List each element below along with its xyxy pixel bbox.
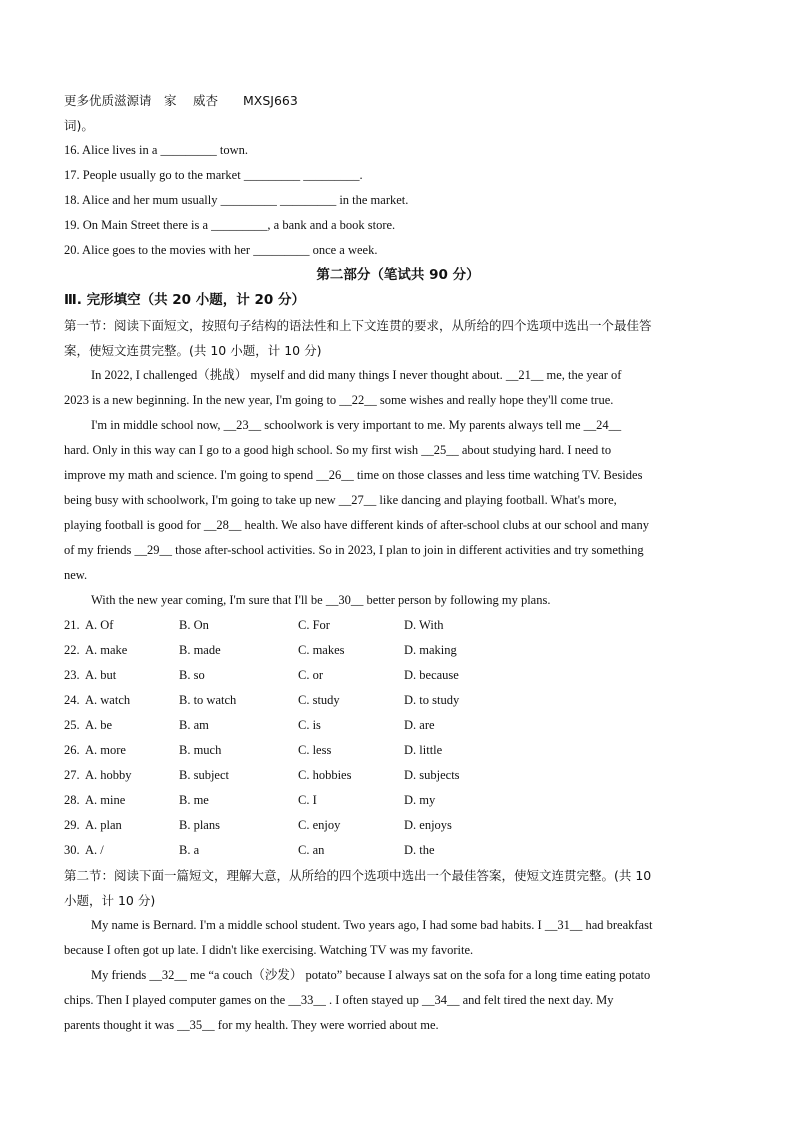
option-b: B. subject bbox=[179, 768, 229, 782]
option-d: D. With bbox=[404, 618, 444, 632]
sub2-intro-line2: 小题，计 10 分) bbox=[64, 893, 156, 908]
option-c: C. I bbox=[298, 793, 317, 807]
option-b: B. made bbox=[179, 643, 221, 657]
option-a: A. make bbox=[85, 643, 128, 657]
sub1-intro-line2: 案，使短文连贯完整。(共 10 小题，计 10 分) bbox=[64, 343, 322, 358]
option-number: 21. bbox=[64, 618, 80, 632]
option-b: B. much bbox=[179, 743, 222, 757]
passage-line: playing football is good for __28__ health. We also have different kinds of after-school clubs at our school and many bbox=[64, 518, 649, 532]
option-row-25 bbox=[64, 713, 732, 738]
option-d: D. subjects bbox=[404, 768, 460, 782]
part2-title: 第二部分（笔试共 90 分） bbox=[316, 267, 480, 283]
option-row-27 bbox=[64, 763, 732, 788]
option-number: 23. bbox=[64, 668, 80, 682]
source-watermark: 更多优质滋源请 家 威杏 MXSJ663 bbox=[64, 93, 298, 108]
option-c: C. an bbox=[298, 843, 325, 857]
option-c: C. makes bbox=[298, 643, 345, 657]
option-d: D. because bbox=[404, 668, 459, 682]
option-a: A. be bbox=[85, 718, 113, 732]
option-d: D. little bbox=[404, 743, 443, 757]
option-d: D. making bbox=[404, 643, 457, 657]
option-a: A. mine bbox=[85, 793, 126, 807]
option-d: D. enjoys bbox=[404, 818, 452, 832]
option-row-21 bbox=[64, 613, 732, 638]
option-b: B. plans bbox=[179, 818, 220, 832]
passage-line: because I often got up late. I didn't like exercising. Watching TV was my favorite. bbox=[64, 943, 474, 957]
option-number: 24. bbox=[64, 693, 80, 707]
options-list-1 bbox=[64, 613, 732, 863]
passage-line: With the new year coming, I'm sure that I'll be __30__ better person by following my plans. bbox=[91, 593, 551, 607]
option-d: D. to study bbox=[404, 693, 460, 707]
sub2-intro-line1: 第二节：阅读下面一篇短文，理解大意，从所给的四个选项中选出一个最佳答案，使短文连贯完整。(共 10 bbox=[64, 868, 652, 883]
option-row-30 bbox=[64, 838, 732, 863]
option-b: B. On bbox=[179, 618, 209, 632]
option-d: D. the bbox=[404, 843, 435, 857]
option-number: 22. bbox=[64, 643, 80, 657]
option-a: A. more bbox=[85, 743, 126, 757]
option-number: 26. bbox=[64, 743, 80, 757]
passage-line: In 2022, I challenged（挑战） myself and did many things I never thought about. __21__ me, the year of bbox=[91, 368, 622, 382]
option-a: A. Of bbox=[85, 618, 114, 632]
option-c: C. or bbox=[298, 668, 323, 682]
sub1-intro-line1: 第一节：阅读下面短文，按照句子结构的语法性和上下文连贯的要求，从所给的四个选项中选出一个最佳答 bbox=[64, 318, 652, 333]
question-18: 18. Alice and her mum usually _________ _________ in the market. bbox=[64, 193, 409, 207]
passage-line: I'm in middle school now, __23__ schoolwork is very important to me. My parents always tell me __24__ bbox=[91, 418, 622, 432]
option-c: C. is bbox=[298, 718, 321, 732]
passage-line: being busy with schoolwork, I'm going to take up new __27__ like dancing and playing football. What's more, bbox=[64, 493, 617, 507]
passage-line: parents thought it was __35__ for my health. They were worried about me. bbox=[64, 1018, 439, 1032]
question-17: 17. People usually go to the market _________ _________. bbox=[64, 168, 363, 182]
option-number: 30. bbox=[64, 843, 80, 857]
option-a: A. / bbox=[85, 843, 104, 857]
option-d: D. my bbox=[404, 793, 436, 807]
question-19: 19. On Main Street there is a _________, a bank and a book store. bbox=[64, 218, 396, 232]
option-number: 25. bbox=[64, 718, 80, 732]
passage-line: new. bbox=[64, 568, 88, 582]
option-c: C. less bbox=[298, 743, 332, 757]
document-page bbox=[64, 88, 732, 1038]
option-b: B. to watch bbox=[179, 693, 237, 707]
option-c: C. enjoy bbox=[298, 818, 341, 832]
option-a: A. but bbox=[85, 668, 117, 682]
passage-1 bbox=[64, 363, 732, 613]
option-d: D. are bbox=[404, 718, 435, 732]
option-a: A. hobby bbox=[85, 768, 132, 782]
continuation-text: 词)。 bbox=[64, 118, 94, 133]
option-number: 27. bbox=[64, 768, 80, 782]
option-number: 28. bbox=[64, 793, 80, 807]
option-a: A. watch bbox=[85, 693, 131, 707]
passage-line: improve my math and science. I'm going to spend __26__ time on those classes and less time watching TV. Besides bbox=[64, 468, 643, 482]
question-16: 16. Alice lives in a _________ town. bbox=[64, 143, 249, 157]
option-b: B. so bbox=[179, 668, 205, 682]
question-20: 20. Alice goes to the movies with her _________ once a week. bbox=[64, 243, 378, 257]
option-b: B. am bbox=[179, 718, 209, 732]
passage-2 bbox=[64, 913, 732, 1038]
option-row-29 bbox=[64, 813, 732, 838]
option-row-22 bbox=[64, 638, 732, 663]
fill-blank-questions bbox=[64, 138, 732, 263]
passage-line: 2023 is a new beginning. In the new year, I'm going to __22__ some wishes and really hope they'll come true. bbox=[64, 393, 614, 407]
option-row-24 bbox=[64, 688, 732, 713]
option-row-26 bbox=[64, 738, 732, 763]
option-b: B. a bbox=[179, 843, 200, 857]
passage-line: of my friends __29__ those after-school activities. So in 2023, I plan to join in different activities and try something bbox=[64, 543, 644, 557]
passage-line: hard. Only in this way can I go to a good high school. So my first wish __25__ about studying hard. I need to bbox=[64, 443, 612, 457]
passage-line: My name is Bernard. I'm a middle school student. Two years ago, I had some bad habits. I __31__ had breakfast bbox=[91, 918, 653, 932]
option-b: B. me bbox=[179, 793, 209, 807]
section3-title: Ⅲ. 完形填空（共 20 小题，计 20 分） bbox=[64, 292, 305, 308]
option-a: A. plan bbox=[85, 818, 122, 832]
option-c: C. For bbox=[298, 618, 330, 632]
passage-line: chips. Then I played computer games on the __33__ . I often stayed up __34__ and felt tired the next day. My bbox=[64, 993, 614, 1007]
option-number: 29. bbox=[64, 818, 80, 832]
option-c: C. study bbox=[298, 693, 340, 707]
passage-line: My friends __32__ me “a couch（沙发） potato” because I always sat on the sofa for a long time eating potato bbox=[91, 968, 651, 982]
option-row-23 bbox=[64, 663, 732, 688]
option-c: C. hobbies bbox=[298, 768, 352, 782]
option-row-28 bbox=[64, 788, 732, 813]
